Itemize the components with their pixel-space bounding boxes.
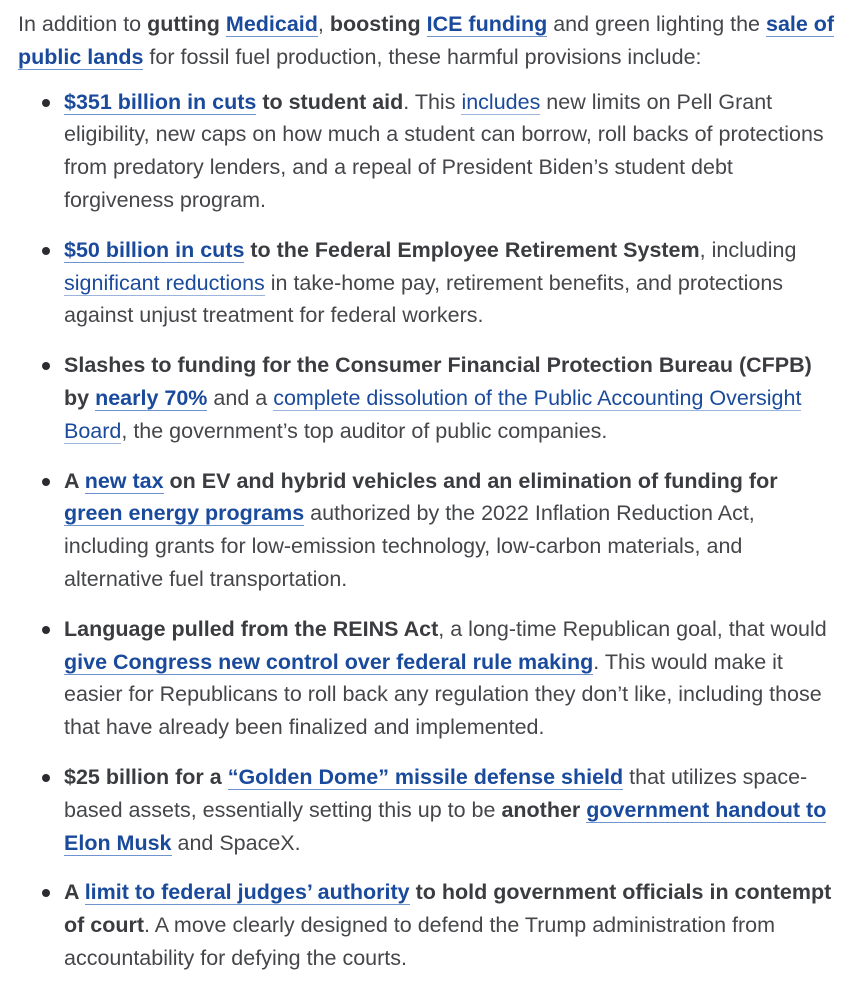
significant-reductions-link[interactable]: significant reductions [64, 270, 265, 295]
list-item-ev-tax [18, 465, 842, 596]
congress-rule-making-link[interactable]: give Congress new control over federal rule making [64, 649, 594, 674]
list-item-student-aid [18, 86, 842, 217]
green-energy-programs-link[interactable]: green energy programs [64, 501, 305, 526]
item-bold-text: to hold government officials in contempt of court [64, 880, 832, 938]
item-bold-text: on EV and hybrid vehicles and an elimination of funding for [163, 468, 778, 493]
includes-link[interactable]: includes [461, 89, 541, 114]
item-text: and SpaceX. [171, 830, 301, 855]
bullet-dot-icon [42, 478, 50, 486]
item-text: , including [699, 237, 797, 262]
item-text: . A move clearly designed to defend the Trump administration from accountability for defying the courts. [64, 913, 776, 970]
bullet-dot-icon [42, 774, 50, 782]
judges-authority-link[interactable]: limit to federal judges’ authority [84, 880, 410, 905]
intro-text: In addition to [18, 12, 148, 36]
list-item-cfpb [18, 349, 842, 447]
item-text: new limits on Pell Grant eligibility, new caps on how much a student can borrow, roll backs of protections from predatory lenders, and a repeal of President Biden’s student debt forgiveness program. [64, 89, 824, 212]
intro-bold-text: gutting [147, 12, 226, 36]
item-bold [64, 238, 700, 263]
item-bold [64, 90, 403, 115]
intro-bold-gutting [147, 12, 318, 37]
item-text: that utilizes space-based assets, essentially setting this up to be [64, 764, 808, 822]
retirement-cuts-link[interactable]: $50 billion in cuts [64, 237, 245, 262]
item-text: . This [403, 89, 462, 114]
medicaid-link[interactable]: Medicaid [225, 12, 318, 36]
list-item-reins-act [18, 613, 842, 744]
student-aid-cuts-link[interactable]: $351 billion in cuts [64, 89, 257, 114]
item-bold-text: A [64, 468, 85, 493]
list-item-retirement-system [18, 234, 842, 332]
item-bold [64, 650, 593, 675]
bullet-dot-icon [42, 99, 50, 107]
golden-dome-link[interactable]: “Golden Dome” missile defense shield [227, 764, 624, 789]
item-bold-text: $25 billion for a [64, 764, 228, 789]
item-bold-text: A [64, 880, 85, 905]
item-text: , a long-time Republican goal, that would [438, 616, 827, 641]
intro-text: for fossil fuel production, these harmful provisions include: [143, 44, 702, 69]
intro-bold-boosting [330, 12, 547, 37]
government-handout-link[interactable]: government handout to Elon Musk [64, 797, 827, 855]
bullet-dot-icon [42, 889, 50, 897]
bullet-dot-icon [42, 247, 50, 255]
item-bold [64, 765, 623, 790]
ice-funding-link[interactable]: ICE funding [426, 12, 548, 36]
item-text: . This would make it easier for Republicans to roll back any regulation they don’t like, including those that have already been finalized and implemented. [64, 649, 822, 740]
item-bold-text: to student aid [256, 89, 404, 114]
intro-text: , [317, 12, 330, 36]
oversight-board-dissolution-link[interactable]: complete dissolution of the Public Accounting Oversight Board [64, 385, 802, 443]
intro-text: and green lighting the [547, 12, 766, 36]
intro-bold-text: boosting [329, 12, 427, 36]
item-bold [64, 617, 438, 641]
intro-paragraph [18, 8, 842, 74]
item-text: and a [207, 385, 274, 410]
list-item-golden-dome [18, 761, 842, 859]
sale-of-public-lands-link[interactable]: sale of public lands [18, 12, 835, 69]
nearly-70-percent-link[interactable]: nearly 70% [95, 385, 208, 410]
bullet-dot-icon [42, 626, 50, 634]
item-bold-text: Slashes to funding for the Consumer Financial Protection Bureau (CFPB) by [64, 353, 812, 410]
bullet-dot-icon [42, 362, 50, 370]
item-text: in take-home pay, retirement benefits, and protections against unjust treatment for federal workers. [64, 270, 784, 328]
provisions-list [18, 86, 842, 975]
item-bold-text: to the Federal Employee Retirement System [244, 237, 700, 262]
list-item-judges-authority [18, 876, 842, 974]
item-text: authorized by the 2022 Inflation Reduction Act, including grants for low-emission technology, low-carbon materials, and alternative fuel transportation. [64, 501, 755, 591]
item-text: , the government’s top auditor of public companies. [121, 418, 608, 443]
new-tax-link[interactable]: new tax [84, 468, 164, 493]
item-bold-text: another [501, 797, 587, 822]
item-bold-text: Language pulled from the REINS Act [64, 616, 439, 641]
